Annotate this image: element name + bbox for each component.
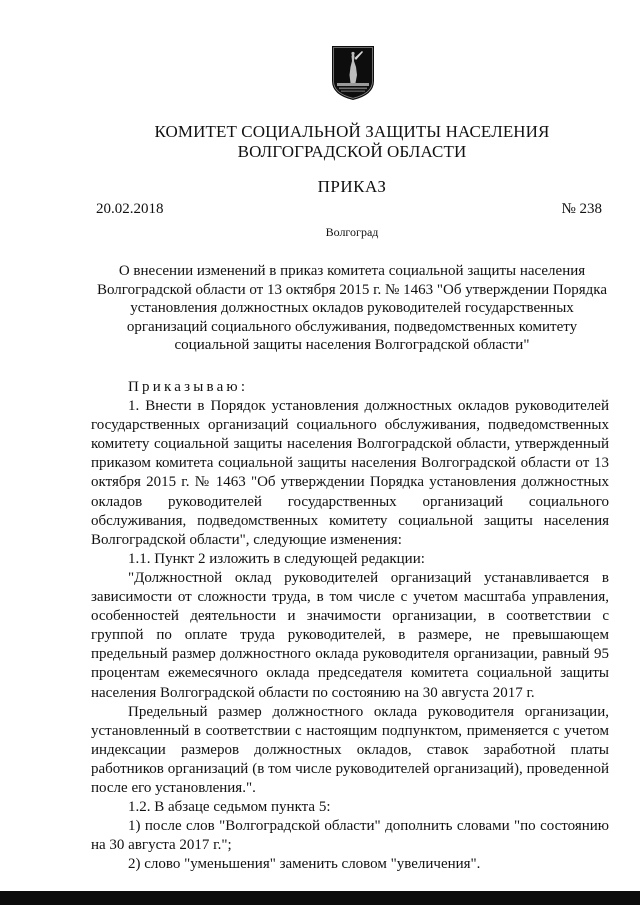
document-number: № 238 [561, 201, 602, 217]
document-type-title: ПРИКАЗ [317, 177, 387, 196]
body-paragraph: 1. Внести в Порядок установления должностных окладов руководителей государственных организаций социального обслуживания, подведомственных комитету социальной защиты населения Волгоградской области, утвержденный приказом комитета социальной защиты населения Волгоградской области от 13 октября 2015 г. № 1463 "Об утверждении Порядка установления должностных окладов руководителей государственных организаций социального обслуживания, подведомственных комитету социальной защиты населения Волгоградской области", следующие изменения: [91, 398, 609, 548]
crest-shield-icon [331, 45, 375, 101]
document-date: 20.02.2018 [96, 201, 164, 217]
document-body [91, 378, 609, 874]
scan-bottom-edge [0, 891, 640, 905]
subject-line: организаций социального обслуживания, подведомственных комитету [126, 318, 578, 335]
order-word: Приказываю: [128, 379, 249, 395]
document-subject [86, 262, 618, 355]
body-paragraph: "Должностной оклад руководителей организаций устанавливается в зависимости от сложности труда, в том числе с учетом масштаба управления, особенностей деятельности и значимости организации, в соответствии с группой по оплате труда руководителей, в размере, не превышающем предельный размер должностного оклада руководителя организации, равный 95 процентам ежемесячного оклада председателя комитета социальной защиты населения Волгоградской области по состоянию на 30 августа 2017 г. [91, 569, 609, 701]
body-paragraph: 1) после слов "Волгоградской области" дополнить словами "по состоянию на 30 августа 2017 г."; [91, 818, 609, 854]
body-paragraph: 2) слово "уменьшения" заменить словом "увеличения". [128, 856, 481, 873]
body-paragraph: Предельный размер должностного оклада руководителя организации, установленный в соответствии с настоящим подпунктом, применяется с учетом индексации размеров должностных окладов, ставок заработной платы работников организаций (в том числе руководителей организаций), проведенной после его установления.". [91, 703, 609, 796]
organization-name [0, 122, 640, 162]
subject-line: установления должностных окладов руководителей государственных [130, 300, 574, 317]
document-city: Волгоград [325, 225, 379, 239]
body-paragraph: 1.2. В абзаце седьмом пункта 5: [128, 799, 331, 816]
subject-line: О внесении изменений в приказ комитета социальной защиты населения [118, 263, 586, 279]
subject-line: Волгоградской области от 13 октября 2015 г. № 1463 "Об утверждении Порядка [97, 281, 607, 298]
subject-line: социальной защиты населения Волгоградской области" [174, 337, 530, 354]
coat-of-arms-icon [331, 45, 375, 101]
body-paragraph: 1.1. Пункт 2 изложить в следующей редакции: [128, 550, 425, 567]
organization-line-1: КОМИТЕТ СОЦИАЛЬНОЙ ЗАЩИТЫ НАСЕЛЕНИЯ [154, 122, 550, 141]
organization-line-2: ВОЛГОГРАДСКОЙ ОБЛАСТИ [237, 142, 467, 161]
